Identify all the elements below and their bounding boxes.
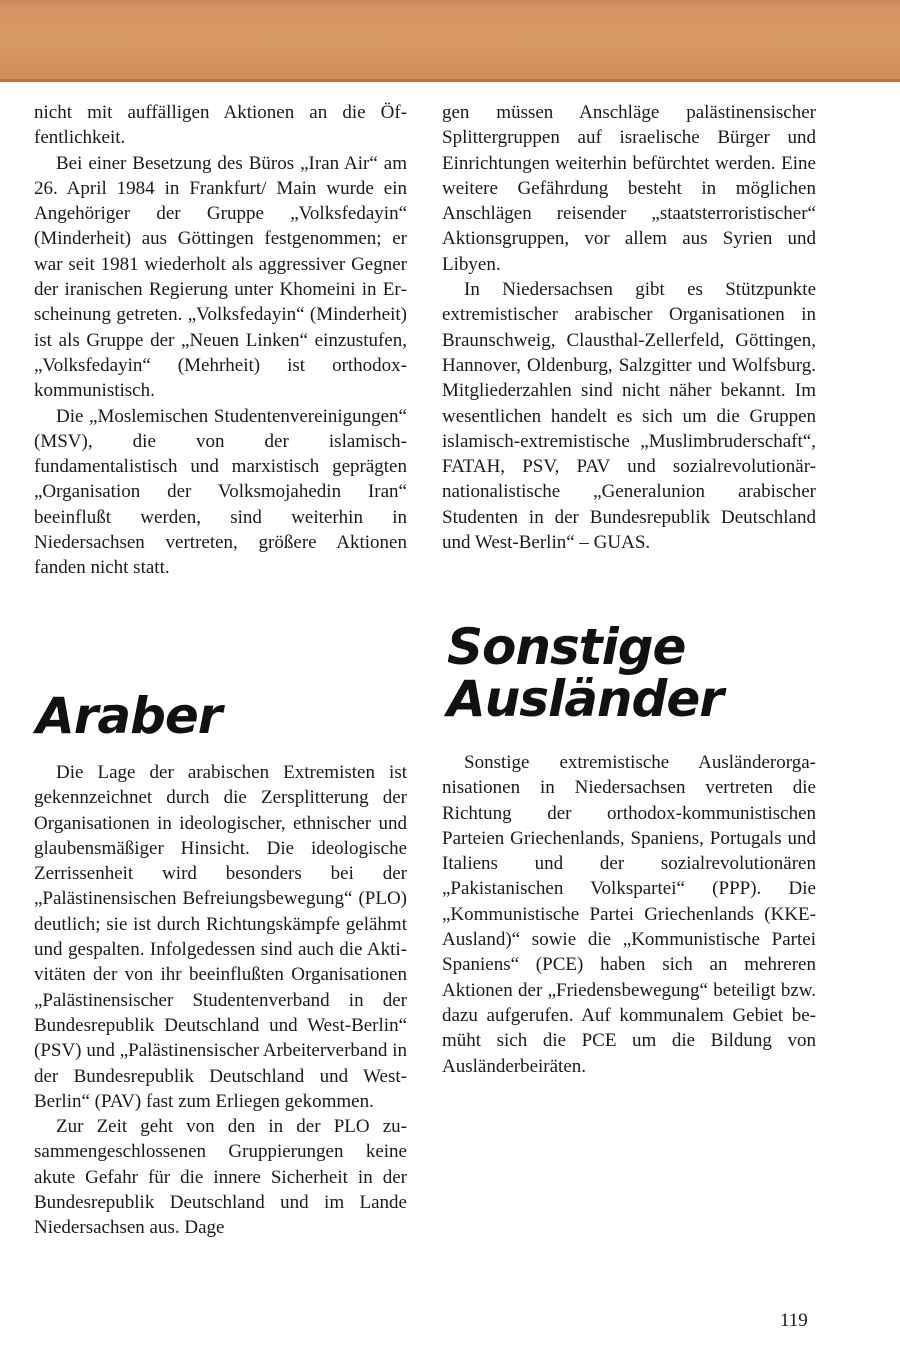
sonstige-section-text: [442, 750, 816, 1079]
section-heading-sonstige-auslaender: [447, 618, 723, 728]
paragraph-sonstige-organisationen: Sonstige extremistische Ausländerorganisationen in Niedersachsen vertreten die Richtung der orthodox-kommunistischen Parteien Griechenlands, Spaniens, Portugals und Italiens und der sozialrevolutionären „Pakistanischen Volkspartei“ (PPP). Die „Kommunistische Partei Griechenlands (KKE-Ausland)“ sowie die „Kommunistische Partei Spaniens“ (PCE) haben sich an mehreren Aktionen der „Friedensbewegung“ beteiligt bzw. dazu aufgerufen. Auf kommunalem Gebiet bemüht sich die PCE um die Bildung von Ausländerbeiräten.: [442, 752, 816, 1077]
araber-section-text: [34, 760, 407, 1241]
heading-line-sonstige: Sonstige: [447, 618, 686, 676]
paragraph-stuetzpunkte: In Niedersachsen gibt es Stützpunkte extremistischer arabischer Organisationen in Braunschweig, Clausthal-Zellerfeld, Göttingen, Hannover, Oldenburg, Salzgitter und Wolfsburg. Mitgliederzahlen sind nicht näher bekannt. Im wesentlichen handelt es sich um die Gruppen islamisch-extremistische „Muslimbruderschaft“, FATAH, PSV, PAV und sozialrevolutionär-nationalistische „Generalunion arabischer Studenten in der Bundesrepublik Deutschland und West-Berlin“ – GUAS.: [442, 279, 816, 554]
paragraph-oeffentlichkeit: nicht mit auffälligen Aktionen an die Öffentlichkeit.: [34, 102, 407, 149]
left-column-top-text: [34, 100, 407, 581]
paragraph-anschlaege: gen müssen Anschläge palästinensischer Splittergruppen auf israelische Bürger und Einrichtungen weiterhin befürchtet werden. Eine weitere Gefährdung besteht in möglichen Anschlägen reisender „staatsterroristischer“ Aktionsgruppen, vor allem aus Syrien und Libyen.: [442, 102, 816, 275]
page-number: 119: [780, 1310, 808, 1331]
right-column-top-text: [442, 100, 816, 555]
header-color-band: [0, 0, 900, 82]
paragraph-plo-gefahr: Zur Zeit geht von den in der PLO zusammengeschlossenen Gruppierungen keine akute Gefahr für die innere Sicherheit in der Bundesrepublik Deutschland und im Lande Niedersachsen aus. Dage: [34, 1116, 407, 1239]
paragraph-arabische-extremisten: Die Lage der arabischen Extremisten ist gekennzeichnet durch die Zersplitterung der Organisationen in ideologischer, ethnischer und glaubensmäßiger Hinsicht. Die ideologische Zerrissenheit wird besonders bei der „Palästinensischen Befreiungsbewegung“ (PLO) deutlich; sie ist durch Richtungskämpfe gelähmt und gespalten. Infolgedessen sind auch die Aktivitäten der von ihr beeinflußten Organisationen „Palästinensischer Studentenverband in der Bundesrepublik Deutschland und West-Berlin“ (PSV) und „Palästinensischer Arbeiterverband in der Bundesrepublik Deutschland und West-Berlin“ (PAV) fast zum Erliegen gekommen.: [34, 762, 407, 1112]
heading-line-auslaender: Ausländer: [447, 670, 723, 728]
paragraph-msv: Die „Moslemischen Studentenvereinigungen“ (MSV), die von der islamisch-fundamentalistisch und marxistisch geprägten „Organisation der Volksmojahedin Iran“ beeinflußt werden, sind weiterhin in Niedersachsen vertreten, größere Aktionen fanden nicht statt.: [34, 405, 407, 579]
section-heading-araber: Araber: [36, 687, 222, 745]
paragraph-iran-air: Bei einer Besetzung des Büros „Iran Air“ am 26. April 1984 in Frankfurt/ Main wurde ein Angehöriger der Gruppe „Volksfedayin“ (Minderheit) aus Göttingen festgenommen; er war seit 1981 wiederholt als aggressiver Gegner der iranischen Regierung unter Khomeini in Erscheinung getreten. „Volksfedayin“ (Minderheit) ist als Gruppe der „Neuen Linken“ einzustufen, „Volksfedayin“ (Mehrheit) ist orthodox-kommunistisch.: [34, 152, 407, 402]
